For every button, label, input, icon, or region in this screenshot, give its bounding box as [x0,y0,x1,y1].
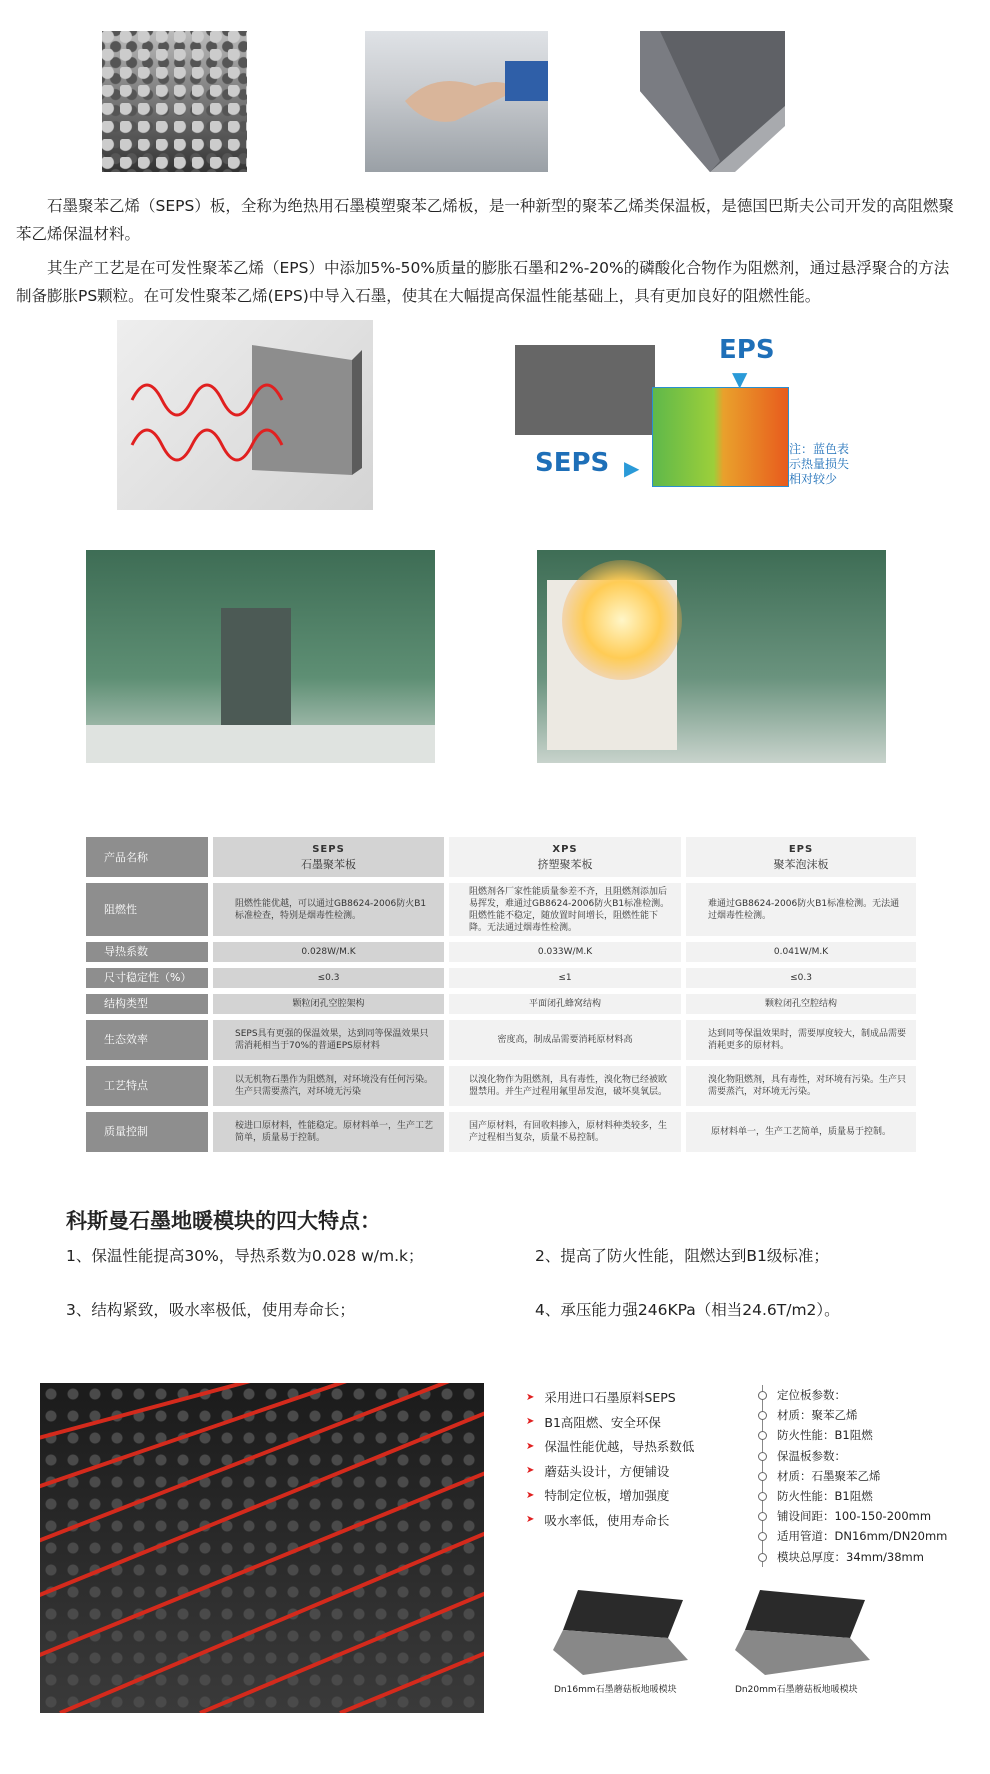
spec-item: 材质：聚苯乙烯 [763,1405,947,1425]
intro-paragraph-2: 其生产工艺是在可发性聚苯乙烯（EPS）中添加5%-50%质量的膨胀石墨和2%-20%的磷酸化合物作为阻燃剂，通过悬浮聚合的方法制备膨胀PS颗粒。在可发性聚苯乙烯(EPS)中导入石墨，使其在大幅提高保温性能基础上，具有更加良好的阻燃性能。 [16,259,950,305]
spec-item: 材质：石墨聚苯乙烯 [763,1466,947,1486]
cell-xps: 以溴化物作为阻燃剂，具有毒性，溴化物已经被欧盟禁用。并生产过程用氟里昂发泡，破坏臭氧层。 [449,1066,681,1106]
table-header-seps: SEPS 石墨聚苯板 [213,837,444,877]
list-item: ➤ 特制定位板，增加强度 [526,1488,670,1504]
feature-2: 2、提高了防火性能，阻燃达到B1级标准； [535,1247,829,1265]
table-header-eps: EPS 聚苯泡沫板 [686,837,916,877]
cell-xps: 阻燃剂各厂家性能质量参差不齐，且阻燃剂添加后易挥发，难通过GB8624-2006防火B1标准检测。阻燃性能不稳定，随放置时间增长，阻燃性能下降。无法通过烟毒性检测。 [449,883,681,936]
graphite-beads-photo [102,31,247,172]
thermal-note-line-1: 注：蓝色表 [789,442,850,456]
arrow-icon: ➤ [526,1514,535,1526]
list-item: ➤ 保温性能优越，导热系数低 [526,1439,695,1455]
row-label: 结构类型 [86,994,208,1014]
intro-text [16,192,962,310]
product-bullets [526,1385,694,1532]
spec-item: 防火性能：B1阻燃 [763,1486,947,1506]
arrow-icon: ➤ [526,1440,535,1452]
table-header-xps: XPS 挤塑聚苯板 [449,837,681,877]
thermal-photo-board [515,345,655,435]
feature-4: 4、承压能力强246KPa（相当24.6T/m2）。 [535,1301,840,1319]
dn20-module-image [735,1590,870,1675]
dn16-module-image [553,1590,688,1675]
table-row [86,1112,916,1152]
seps-arrow-icon: ▶ [624,456,640,480]
thermal-map [652,387,789,487]
cell-seps: 颗粒闭孔空腔架构 [213,994,444,1014]
cell-xps: 国产原材料，有回收料掺入，原材料种类较多，生产过程相当复杂，质量不易控制。 [449,1112,681,1152]
cell-eps: 达到同等保温效果时，需要厚度较大，制成品需要消耗更多的原材料。 [686,1020,916,1060]
dn16-caption: Dn16mm石墨蘑菇板地暖模块 [554,1685,677,1695]
row-label: 尺寸稳定性（%） [86,968,208,988]
cell-seps: 以无机物石墨作为阻燃剂，对环境没有任何污染。生产只需要蒸汽，对环境无污染 [213,1066,444,1106]
spec-item: 模块总厚度：34mm/38mm [763,1547,947,1567]
thermal-note-line-2: 示热量损失 [789,457,850,471]
feature-3: 3、结构紧致，吸水率极低，使用寿命长； [66,1301,355,1319]
cell-seps: ≤0.3 [213,968,444,988]
floor-heating-photo [40,1383,484,1713]
cell-seps: 桉进口原材料，性能稳定。原材料单一，生产工艺简单，质量易于控制。 [213,1112,444,1152]
cell-xps: 0.033W/M.K [449,942,681,962]
hand-beads-photo [365,31,548,172]
cell-xps: 平面闭孔蜂窝结构 [449,994,681,1014]
row-label: 生态效率 [86,1020,208,1060]
eps-label: EPS [719,335,775,365]
table-row [86,942,916,962]
comparison-table [86,837,916,1158]
spec-item: 铺设间距：100-150-200mm [763,1506,947,1526]
row-label: 工艺特点 [86,1066,208,1106]
heat-reflection-image [117,320,373,510]
spec-item: 定位板参数： [763,1385,947,1405]
cell-eps: 原材料单一，生产工艺简单，质量易于控制。 [686,1112,916,1152]
thermal-note-line-3: 相对较少 [789,472,838,486]
arrow-icon: ➤ [526,1391,535,1403]
eps-arrow-icon: ▼ [732,367,748,391]
thermal-note [789,442,849,487]
list-item: ➤ 蘑菇头设计，方便铺设 [526,1463,670,1479]
thermal-comparison-image [512,325,852,490]
cell-eps: ≤0.3 [686,968,916,988]
row-label: 阻燃性 [86,883,208,936]
table-row [86,994,916,1014]
features-title: 科斯曼石墨地暖模块的四大特点： [66,1209,381,1233]
cell-eps: 颗粒闭孔空腔结构 [686,994,916,1014]
row-label: 导热系数 [86,942,208,962]
arrow-icon: ➤ [526,1465,535,1477]
cell-seps: 0.028W/M.K [213,942,444,962]
row-label: 质量控制 [86,1112,208,1152]
list-item: ➤ 吸水率低，使用寿命长 [526,1512,670,1528]
intro-paragraph-1: 石墨聚苯乙烯（SEPS）板，全称为绝热用石墨模塑聚苯乙烯板，是一种新型的聚苯乙烯类保温板，是德国巴斯夫公司开发的高阻燃聚苯乙烯保温材料。 [16,197,954,243]
arrow-icon: ➤ [526,1489,535,1501]
cell-xps: ≤1 [449,968,681,988]
table-row [86,883,916,936]
cell-eps: 0.041W/M.K [686,942,916,962]
seps-label: SEPS [535,448,610,478]
table-header-row [86,837,916,877]
cell-eps: 溴化物阻燃剂，具有毒性，对环境有污染。生产只需要蒸汽，对环境无污染。 [686,1066,916,1106]
spec-item: 防火性能：B1阻燃 [763,1425,947,1445]
spec-item: 适用管道：DN16mm/DN20mm [763,1526,947,1546]
list-item: ➤ 采用进口石墨原料SEPS [526,1390,676,1406]
feature-1: 1、保温性能提高30%，导热系数为0.028 w/m.k； [66,1247,424,1265]
seps-fire-test-photo [86,550,435,763]
dn20-caption: Dn20mm石墨蘑菇板地暖模块 [735,1685,858,1695]
table-row [86,968,916,988]
spec-item: 保温板参数： [763,1446,947,1466]
table-row [86,1020,916,1060]
table-header-name: 产品名称 [86,837,208,877]
cell-seps: 阻燃性能优越，可以通过GB8624-2006防火B1标准检查，特别是烟毒性检测。 [213,883,444,936]
cell-eps: 难通过GB8624-2006防火B1标准检测。无法通过烟毒性检测。 [686,883,916,936]
board-corner-photo [640,31,785,172]
eps-fire-test-photo [537,550,886,763]
table-row [86,1066,916,1106]
cell-xps: 密度高，制成品需要消耗原材料高 [449,1020,681,1060]
arrow-icon: ➤ [526,1416,535,1428]
list-item: ➤ B1高阻燃、安全环保 [526,1414,661,1430]
cell-seps: SEPS具有更强的保温效果，达到同等保温效果只需消耗相当于70%的普通EPS原材料 [213,1020,444,1060]
spec-list [762,1385,947,1567]
